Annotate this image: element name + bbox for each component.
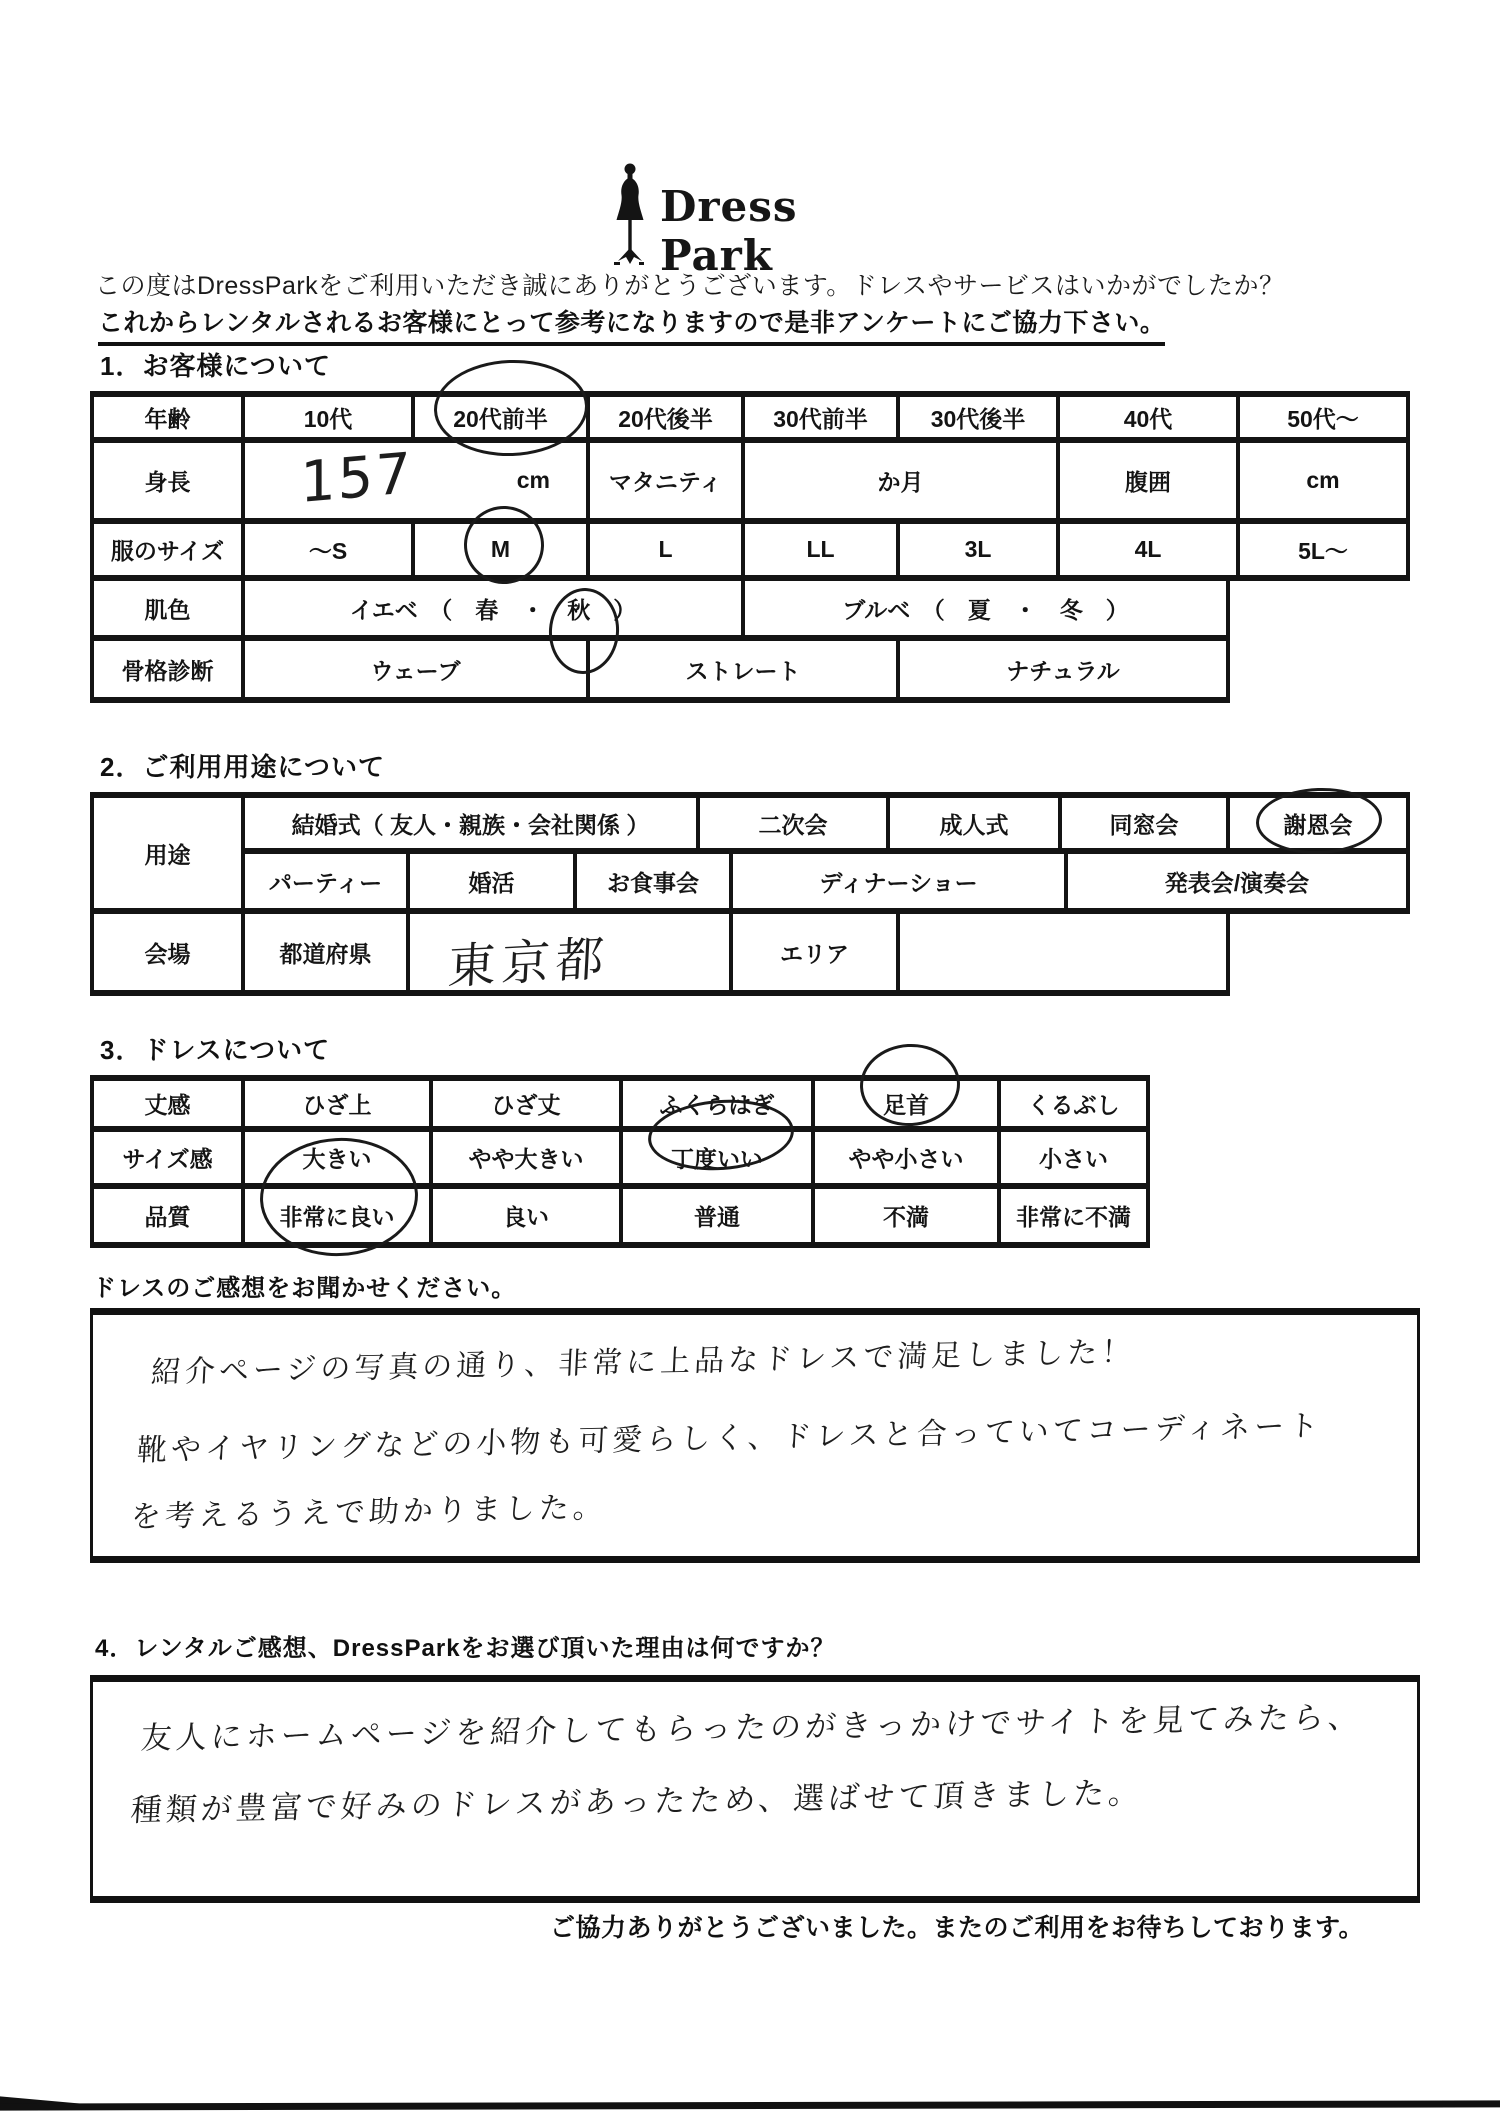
height-value-cell [245, 440, 590, 524]
size-option-4l: 4L [1060, 524, 1240, 581]
size-option-m: M [415, 524, 590, 581]
venue-label: 会場 [90, 914, 245, 996]
intro-line-1: この度はDressParkをご利用いただき誠にありがとうございます。ドレスやサービスはいかがでしたか？ [95, 272, 1285, 300]
purpose-option-dinnershow: ディナーショー [733, 854, 1068, 914]
purpose-option-reunion: 同窓会 [1062, 792, 1230, 854]
purpose-option-thanks-party: 謝恩会 [1230, 792, 1410, 854]
length-option-knee: ひざ丈 [433, 1075, 623, 1132]
purpose-option-party: パーティー [245, 854, 410, 914]
length-option-ankle: 足首 [815, 1075, 1001, 1132]
skin-label: 肌色 [90, 581, 245, 641]
age-option-30-early: 30代前半 [745, 391, 900, 443]
quality-option-very-good: 非常に良い [245, 1189, 433, 1248]
handwritten-comment-line: 靴やイヤリングなどの小物も可愛らしく、ドレスと合っていてコーディネート [136, 1408, 1324, 1469]
frame-option-straight: ストレート [590, 641, 900, 703]
length-option-calf: ふくらはぎ [623, 1075, 815, 1132]
purpose-option-afterparty: 二次会 [700, 792, 890, 854]
fit-option-large: 大きい [245, 1132, 433, 1189]
handwritten-comment-line: 紹介ページの写真の通り、非常に上品なドレスで満足しました！ [150, 1334, 1137, 1391]
quality-option-good: 良い [433, 1189, 623, 1248]
fit-label: サイズ感 [90, 1132, 245, 1189]
size-option-s: ～S [245, 524, 415, 581]
area-label: エリア [733, 914, 900, 996]
length-option-anklebone: くるぶし [1001, 1075, 1150, 1132]
purpose-option-recital: 発表会/演奏会 [1068, 854, 1410, 914]
skin-option-blue-base: ブルベ （ 夏 ・ 冬 ） [745, 581, 1230, 641]
maternity-months-label: か月 [745, 443, 1060, 524]
fit-option-small: 小さい [1001, 1132, 1150, 1189]
venue-row [90, 914, 1410, 996]
maternity-label: マタニティ [590, 443, 745, 524]
size-option-3l: 3L [900, 524, 1060, 581]
handwritten-prefecture-value: 東京都 [446, 930, 612, 996]
frame-option-wave: ウェーブ [245, 641, 590, 703]
height-row [90, 440, 1410, 524]
age-row [90, 391, 1410, 443]
dress-feedback-box [90, 1308, 1420, 1563]
footer-thanks-text: ご協力ありがとうございました。またのご利用をお待ちしております。 [550, 1914, 1365, 1942]
frame-label: 骨格診断 [90, 641, 245, 703]
age-option-10s: 10代 [245, 391, 415, 443]
length-option-above-knee: ひざ上 [245, 1075, 433, 1132]
prefecture-label: 都道府県 [245, 914, 410, 996]
fit-option-slightly-small: やや小さい [815, 1132, 1001, 1189]
quality-row [90, 1189, 1150, 1248]
age-option-50s: 50代～ [1240, 391, 1410, 443]
waist-unit: cm [1240, 443, 1410, 524]
section-4-title: 4．レンタルご感想、DressParkをお選び頂いた理由は何ですか？ [95, 1635, 836, 1662]
usage-table [90, 792, 1410, 996]
size-label: 服のサイズ [90, 524, 245, 581]
quality-option-unsatisfied: 不満 [815, 1189, 1001, 1248]
purpose-option-konkatsu: 婚活 [410, 854, 577, 914]
waist-label: 腹囲 [1060, 443, 1240, 524]
quality-option-very-unsatisfied: 非常に不満 [1001, 1189, 1150, 1248]
height-label: 身長 [90, 443, 245, 524]
height-unit: cm [516, 467, 550, 493]
age-option-20-early: 20代前半 [415, 391, 590, 443]
frame-option-natural: ナチュラル [900, 641, 1230, 703]
handwritten-comment-line: 種類が豊富で好みのドレスがあったため、選ばせて頂きました。 [129, 1775, 1145, 1829]
purpose-row-2 [245, 854, 1410, 914]
age-option-20-late: 20代後半 [590, 391, 745, 443]
quality-option-average: 普通 [623, 1189, 815, 1248]
purpose-option-wedding: 結婚式（ 友人・親族・会社関係 ） [245, 792, 700, 854]
fit-option-just-right: 丁度いい [623, 1132, 815, 1189]
dress-feedback-label: ドレスのご感想をお聞かせください。 [92, 1275, 517, 1302]
fit-option-slightly-large: やや大きい [433, 1132, 623, 1189]
purpose-row-1 [245, 792, 1410, 854]
quality-label: 品質 [90, 1189, 245, 1248]
dress-rating-table [90, 1075, 1150, 1248]
rental-feedback-box [90, 1675, 1420, 1903]
section-3-title: 3．ドレスについて [100, 1035, 331, 1065]
skin-option-yellow-base: イエベ （ 春 ・ 秋 ） [245, 581, 745, 641]
handwritten-comment-line: 友人にホームページを紹介してもらったのがきっかけでサイトを見てみたら、 [139, 1699, 1365, 1757]
age-option-40s: 40代 [1060, 391, 1240, 443]
area-value-cell [900, 914, 1230, 996]
clothing-size-row [90, 524, 1410, 581]
skin-row-spacer [1230, 581, 1410, 641]
purpose-option-dinner: お食事会 [577, 854, 733, 914]
purpose-label: 用途 [90, 792, 245, 914]
section-2-title: 2．ご利用用途について [100, 752, 385, 782]
age-option-30-late: 30代後半 [900, 391, 1060, 443]
venue-row-spacer [1230, 914, 1410, 996]
frame-row-spacer [1230, 641, 1410, 703]
dress-form-icon [612, 162, 648, 271]
size-option-ll: LL [745, 524, 900, 581]
handwritten-height-value: 157 [300, 440, 413, 517]
intro-line-2: これからレンタルされるお客様にとって参考になりますので是非アンケートにご協力下さい。 [98, 303, 1165, 346]
customer-info-table [90, 391, 1410, 703]
age-label: 年齢 [90, 391, 245, 443]
length-row [90, 1075, 1150, 1132]
length-label: 丈感 [90, 1075, 245, 1132]
body-frame-row [90, 641, 1410, 703]
purpose-option-coming-of-age: 成人式 [890, 792, 1062, 854]
skin-tone-row [90, 581, 1410, 641]
section-1-title: 1．お客様について [100, 351, 331, 381]
scan-artifact-line [0, 2100, 1500, 2110]
fit-row [90, 1132, 1150, 1189]
size-option-l: L [590, 524, 745, 581]
brand-name: Dress Park [660, 182, 798, 280]
size-option-5l: 5L～ [1240, 524, 1410, 581]
handwritten-comment-line: を考えるうえで助かりました。 [130, 1489, 608, 1536]
